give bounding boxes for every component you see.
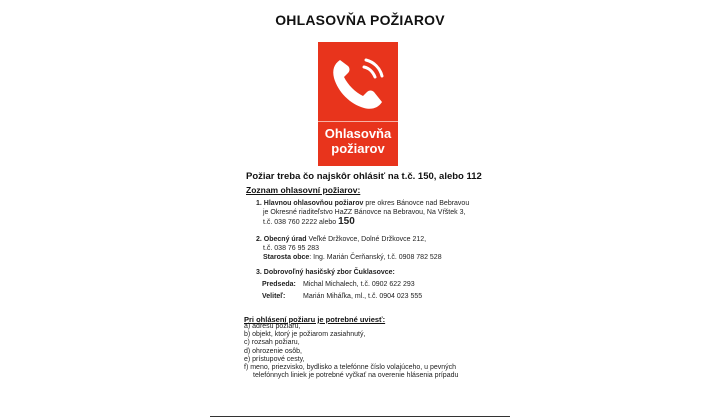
report-info-list <box>244 323 458 380</box>
entry-municipal-office <box>256 235 442 262</box>
brigade-commander-row <box>262 293 285 300</box>
info-item: c) rozsah požiaru, <box>244 339 300 347</box>
entry-name: Hlavnou ohlasovňou požiarov <box>263 200 364 207</box>
mayor-label: Starosta obce <box>263 254 310 261</box>
entry-line2: je Okresné riaditeľstvo HaZZ Bánovce na Bebravou, Na Vŕštek 3, <box>263 209 466 216</box>
page-title: OHLASOVŇA POŽIAROV <box>275 12 445 28</box>
mayor-contact: : Ing. Marián Čerňanský, t.č. 0908 782 528 <box>309 254 442 261</box>
sign-label <box>318 126 398 156</box>
emergency-number: 150 <box>338 216 355 227</box>
info-item: d) ohrozenie osôb, <box>244 347 302 355</box>
reporting-list-heading: Zoznam ohlasovní požiarov: <box>246 185 361 195</box>
entry-line2: t.č. 038 76 95 283 <box>263 245 320 252</box>
row-label: Predseda: <box>262 281 296 288</box>
sign-label-line1: Ohlasovňa <box>324 126 392 141</box>
info-item: b) objekt, ktorý je požiarom zasiahnutý, <box>244 331 366 339</box>
entry-name: Obecný úrad <box>263 236 307 243</box>
brigade-chair-row <box>262 281 296 288</box>
emergency-headline: Požiar treba čo najskôr ohlásiť na t.č. 150, alebo 112 <box>246 171 482 182</box>
report-info-heading: Pri ohlásení požiaru je potrebné uviesť: <box>244 315 386 324</box>
row-label: Veliteľ: <box>262 293 286 300</box>
brigade-commander-value: Marián Miháľka, ml., t.č. 0904 023 555 <box>303 293 423 300</box>
sign-divider <box>318 121 398 122</box>
brigade-chair-value: Michal Michalech, t.č. 0902 622 293 <box>303 281 415 288</box>
entry-name: Dobrovoľný hasičský zbor Čuklasovce: <box>263 269 395 276</box>
info-item: a) adresu požiaru, <box>244 323 301 330</box>
telephone-handset-icon <box>322 46 394 118</box>
entry-fire-brigade <box>256 268 395 277</box>
fire-reporting-sign <box>318 42 398 166</box>
bottom-divider <box>210 416 510 417</box>
entry-line1: Veľké Držkovce, Dolné Držkovce 212, <box>306 236 427 243</box>
entry-number: 1. <box>256 200 262 207</box>
info-item: f) meno, priezvisko, bydlisko a telefónne číslo volajúceho, u pevných <box>244 364 457 372</box>
entry-main-reporting <box>256 199 469 227</box>
entry-line1: pre okres Bánovce nad Bebravou <box>363 200 470 207</box>
info-item: e) prístupové cesty, <box>244 355 305 363</box>
entry-number: 2. <box>256 236 262 243</box>
entry-line3: t.č. 038 760 2222 alebo <box>263 219 339 226</box>
sign-label-line2: požiarov <box>331 141 385 156</box>
info-item-continuation: telefónnych liniek je potrebné vyčkať na overenie hlásenia prípadu <box>253 372 459 380</box>
entry-number: 3. <box>256 269 262 276</box>
